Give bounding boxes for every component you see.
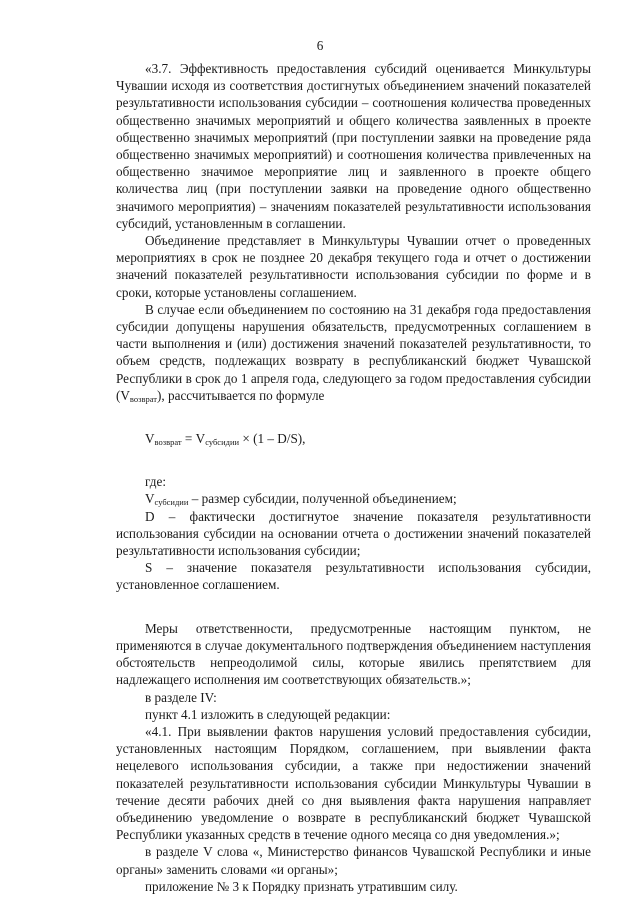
page-number: 6 (316, 38, 324, 53)
formula-sub-subsidy: субсидии (205, 437, 240, 448)
paragraph-4-1-text: «4.1. При выявлении фактов нарушения условий предоставления субсидии, установленных настоящим Порядком, соглашением, при выявлении факта нецелевого использования субсидии, а также при недостижении значений показателей результативности использования субсидии Минкультуры Чувашии в течение десяти рабочих дней со дня выявления факта нарушения направляет объединению уведомление о возврате в республиканский бюджет Чувашской Республики указанных средств в течение одного месяца со дня уведомления.»; (116, 723, 591, 843)
paragraph-refund-tail: ), рассчитывается по формуле (157, 387, 325, 403)
formula-v1: V (145, 431, 155, 447)
definition-v-subsidy (116, 490, 591, 507)
where-label: где: (145, 474, 166, 490)
paragraph-3-7: «3.7. Эффективность предоставления субсидий оценивается Минкультуры Чувашии исходя из соответствия достигнутых объединением значений показателей результативности использования субсидии – соотношения количества проведенных общественно значимых мероприятий и общего количества заявленных в проекте общественно значимых мероприятий (при поступлении заявки на проведение ряда общественно значимых мероприятий) и соотношения количества привлеченных на общественно значимое мероприятие лиц и заявленного в проекте общего количества лиц (при поступлении заявки на проведение одного общественно значимого мероприятия) – значениям показателей результативности использования субсидий, установленным в соглашении. (116, 61, 591, 231)
refund-formula (116, 430, 591, 447)
formula-sub-refund: возврат (154, 437, 182, 448)
paragraph-section-iv: в разделе IV: (145, 689, 217, 705)
paragraph-refund-text: В случае если объединением по состоянию на 31 декабря года предоставления субсидии допущены нарушения обязательств, предусмотренных соглашением в части выполнения и (или) достижения значений показателей результативности, то объем средств, подлежащих возврату в республиканский бюджет Чувашской Республики в срок до 1 апреля года, следующего за годом предоставления субсидии (V (116, 301, 591, 403)
def-v-sub: субсидии (154, 497, 189, 508)
formula-equals: = V (181, 431, 206, 447)
paragraph-responsibility: Меры ответственности, предусмотренные настоящим пунктом, не применяются в случае документального подтверждения объединением наступления обстоятельств непреодолимой силы, которые явились препятствием для надлежащего исполнения им соответствующих обязательств.»; (116, 620, 591, 688)
def-v-text: – размер субсидии, полученной объединением; (188, 491, 457, 507)
paragraph-section-v: в разделе V слова «, Министерство финансов Чувашской Республики и иные органы» заменить словами «и органы»; (116, 844, 591, 877)
subscript-refund: возврат (129, 393, 158, 404)
paragraph-appendix-3: приложение № 3 к Порядку признать утратившим силу. (145, 878, 458, 894)
def-v: V (145, 491, 155, 507)
definition-d: D – фактически достигнутое значение показателя результативности использования субсидии на основании отчета о достижении значений показателей результативности использования субсидии; (116, 508, 591, 559)
paragraph-point-4-1: пункт 4.1 изложить в следующей редакции: (145, 706, 391, 722)
definition-s: S – значение показателя результативности использования субсидии, установленное соглашением. (116, 560, 591, 593)
paragraph-report: Объединение представляет в Минкультуры Чувашии отчет о проведенных мероприятиях в срок не позднее 20 декабря текущего года и отчет о достижении значений показателей результативности использования субсидии по форме и в сроки, которые установлены соглашением. (116, 233, 591, 300)
paragraph-refund-case (116, 301, 591, 404)
formula-tail: × (1 – D/S), (239, 431, 306, 447)
document-body (116, 60, 591, 895)
